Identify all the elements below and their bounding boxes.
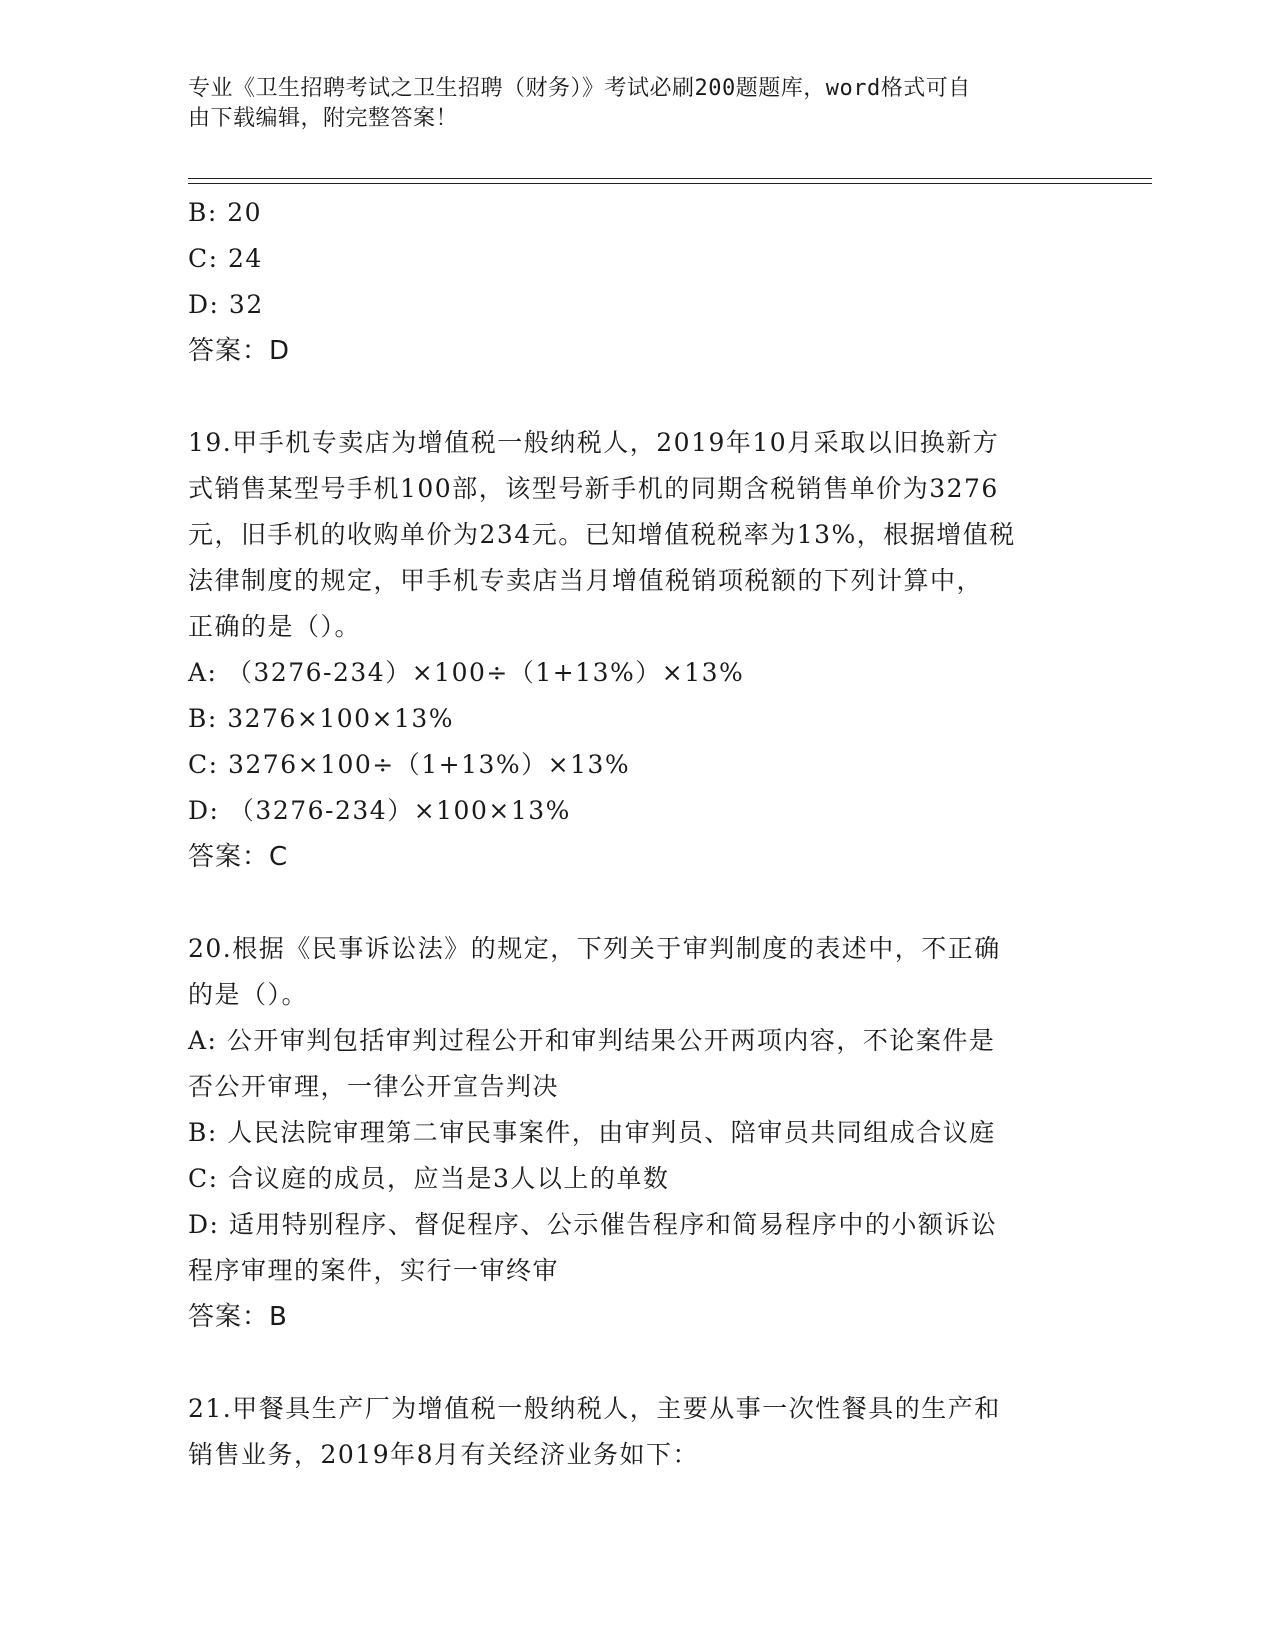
spacer <box>188 374 1088 420</box>
option-d: D: 32 <box>188 290 264 319</box>
document-body <box>188 190 1088 1478</box>
option-a: A: （3276-234）×100÷（1+13%）×13% <box>188 658 745 687</box>
option-a-continued: 否公开审理，一律公开宣告判决 <box>188 1072 560 1101</box>
option-c: C: 24 <box>188 244 263 273</box>
option-c: C: 3276×100÷（1+13%）×13% <box>188 750 631 779</box>
question-stem-line: 元，旧手机的收购单价为234元。已知增值税税率为13%，根据增值税 <box>188 520 1016 549</box>
option-c: C: 合议庭的成员，应当是3人以上的单数 <box>188 1164 670 1193</box>
question-stem-line: 的是（）。 <box>188 980 309 1009</box>
question-stem-line: 20.根据《民事诉讼法》的规定，下列关于审判制度的表述中，不正确 <box>188 934 1001 963</box>
question-19 <box>188 420 1088 880</box>
option-b: B: 20 <box>188 198 263 227</box>
header-divider-bottom <box>188 183 1152 184</box>
option-b: B: 3276×100×13% <box>188 704 455 733</box>
spacer <box>188 880 1088 926</box>
question-stem-line: 销售业务，2019年8月有关经济业务如下： <box>188 1440 700 1469</box>
header-line-1: 专业《卫生招聘考试之卫生招聘（财务）》考试必刷200题题库，word格式可自 <box>188 76 971 101</box>
question-stem-line: 法律制度的规定，甲手机专卖店当月增值税销项税额的下列计算中， <box>188 566 984 595</box>
header-divider-top <box>188 178 1152 179</box>
question-stem-line: 式销售某型号手机100部，该型号新手机的同期含税销售单价为3276 <box>188 474 999 503</box>
answer: 答案：B <box>188 1302 288 1332</box>
option-b: B: 人民法院审理第二审民事案件，由审判员、陪审员共同组成合议庭 <box>188 1118 996 1147</box>
spacer <box>188 1340 1088 1386</box>
option-d: D: （3276-234）×100×13% <box>188 796 571 825</box>
option-d-continued: 程序审理的案件，实行一审终审 <box>188 1256 560 1285</box>
question-20 <box>188 926 1088 1340</box>
question-stem-line: 19.甲手机专卖店为增值税一般纳税人，2019年10月采取以旧换新方 <box>188 428 1000 457</box>
answer: 答案：C <box>188 842 289 872</box>
header-line-2: 由下载编辑，附完整答案！ <box>188 106 459 131</box>
question-stem-line: 正确的是（）。 <box>188 612 362 641</box>
page-header <box>188 74 1088 134</box>
answer: 答案：D <box>188 336 291 366</box>
question-21 <box>188 1386 1088 1478</box>
question-stem-line: 21.甲餐具生产厂为增值税一般纳税人，主要从事一次性餐具的生产和 <box>188 1394 1001 1423</box>
option-d: D: 适用特别程序、督促程序、公示催告程序和简易程序中的小额诉讼 <box>188 1210 998 1239</box>
question-18 <box>188 190 1088 374</box>
option-a: A: 公开审判包括审判过程公开和审判结果公开两项内容，不论案件是 <box>188 1026 996 1055</box>
